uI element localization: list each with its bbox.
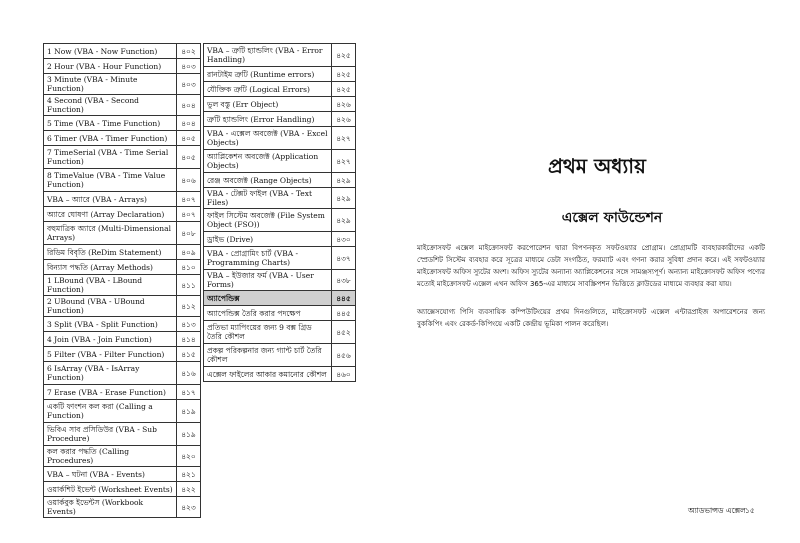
toc-row xyxy=(44,116,201,131)
toc-row xyxy=(44,192,201,207)
toc-entry-title: ড্রাইভ (Drive) xyxy=(204,232,332,247)
toc-row xyxy=(204,44,356,67)
toc-entry-title: একটি ফাংশন কল করা (Calling a Function) xyxy=(44,400,177,423)
toc-row xyxy=(44,95,201,116)
toc-row xyxy=(44,423,201,446)
toc-entry-title: ওয়ার্কবুক ইভেন্টস (Workbook Events) xyxy=(44,497,177,518)
toc-entry-title: 6 IsArray (VBA - IsArray Function) xyxy=(44,362,177,385)
toc-row xyxy=(204,209,356,232)
toc-entry-title: প্রকল্প পরিকল্পনার জন্য গ্যান্ট চার্ট তৈরি কৌশল xyxy=(204,344,332,367)
toc-entry-page: ৪২৫ xyxy=(332,44,356,67)
toc-row xyxy=(44,446,201,467)
toc-entry-title: অ্যারে ঘোষণা (Array Declaration) xyxy=(44,207,177,222)
toc-entry-title: VBA - প্রোগ্রামিং চার্ট (VBA - Programming Charts) xyxy=(204,247,332,270)
toc-entry-title: ভুল বস্তু (Err Object) xyxy=(204,97,332,112)
toc-entry-page: ৪১৪ xyxy=(177,332,201,347)
toc-row xyxy=(44,296,201,317)
toc-entry-page: ৪১৯ xyxy=(177,423,201,446)
toc-row xyxy=(44,222,201,245)
toc-entry-title: 6 Timer (VBA - Timer Function) xyxy=(44,131,177,146)
toc-entry-title: রিডিম বিবৃতি (ReDim Statement) xyxy=(44,245,177,260)
toc-row xyxy=(44,146,201,169)
toc-entry-title: যৌক্তিক ত্রুটি (Logical Errors) xyxy=(204,82,332,97)
toc-entry-page: ৪০৯ xyxy=(177,245,201,260)
toc-entry-page: ৪৪৫ xyxy=(332,291,356,306)
toc-row xyxy=(44,332,201,347)
toc-entry-page: ৪০৩ xyxy=(177,59,201,74)
toc-entry-page: ৪৫২ xyxy=(332,321,356,344)
toc-entry-page: ৪১৬ xyxy=(177,362,201,385)
toc-table-right xyxy=(203,43,356,382)
body-paragraph: মাইক্রোসফট এক্সেল মাইক্রোসফট করপোরেশন দ্বারা বিপণনকৃত সফটওয়্যার প্রোগ্রাম। প্রোগ্রামটি ব্যবহারকারীদের একটি স্প্রেডশিট সিস্টেম ব্যবহার করে সূত্রের মাধ্যমে ডেটা সংগঠিত, ফরম্যাট এবং গণনা করার সুবিধা প্রদান করে। এই সফটওয়্যার মাইক্রোসফট অফিস স্যুটের অংশ। অফিস স্যুটের অন্যান্য অ্যাপ্লিকেশনের সঙ্গে সামঞ্জস্যপূর্ণ। অন্যান্য মাইক্রোসফট অফিস পণ্যের মতোই মাইক্রোসফট এক্সেল এখন অফিস 365-এর মাধ্যমে সাবস্ক্রিপশন ভিত্তিতে ক্লাউডের মাধ্যমে ব্যবহার করা যায়। xyxy=(417,244,765,288)
toc-entry-page: ৪১২ xyxy=(177,296,201,317)
toc-entry-page: ৪১০ xyxy=(177,260,201,275)
toc-entry-title: 8 TimeValue (VBA - Time Value Function) xyxy=(44,169,177,192)
toc-row xyxy=(44,467,201,482)
toc-row xyxy=(44,362,201,385)
toc-entry-page: ৪২২ xyxy=(177,482,201,497)
toc-row xyxy=(204,150,356,173)
toc-entry-page: ৪০৪ xyxy=(177,95,201,116)
toc-entry-title: VBA – ঘটনা (VBA - Events) xyxy=(44,467,177,482)
toc-entry-title: 1 Now (VBA - Now Function) xyxy=(44,44,177,59)
toc-row xyxy=(204,367,356,382)
toc-entry-page: ৪৩৭ xyxy=(332,247,356,270)
toc-entry-title: অ্যাপেন্ডিক্স তৈরি করার পদক্ষেপ xyxy=(204,306,332,321)
toc-row xyxy=(44,245,201,260)
toc-entry-title: 3 Minute (VBA - Minute Function) xyxy=(44,74,177,95)
toc-entry-page: ৪২৬ xyxy=(332,97,356,112)
toc-row xyxy=(44,260,201,275)
toc-entry-page: ৪০৬ xyxy=(177,169,201,192)
toc-entry-title: বহুমাত্রিক অ্যারে (Multi-Dimensional Arrays) xyxy=(44,222,177,245)
toc-row xyxy=(204,306,356,321)
toc-entry-page: ৪০৩ xyxy=(177,74,201,95)
toc-entry-title: ওয়ার্কশিট ইভেন্ট (Worksheet Events) xyxy=(44,482,177,497)
toc-row xyxy=(204,188,356,209)
toc-entry-page: ৪২৫ xyxy=(332,67,356,82)
toc-row xyxy=(44,497,201,518)
toc-entry-title: কল করার পদ্ধতি (Calling Procedures) xyxy=(44,446,177,467)
toc-entry-title: 2 Hour (VBA - Hour Function) xyxy=(44,59,177,74)
toc-row xyxy=(204,67,356,82)
toc-table-left xyxy=(43,43,201,518)
toc-row xyxy=(44,74,201,95)
toc-entry-title: 1 LBound (VBA - LBound Function) xyxy=(44,275,177,296)
toc-entry-title: রানটাইম ত্রুটি (Runtime errors) xyxy=(204,67,332,82)
toc-row xyxy=(44,400,201,423)
toc-entry-title: VBA – ইউজার ফর্ম (VBA - User Forms) xyxy=(204,270,332,291)
toc-entry-page: ৪০৫ xyxy=(177,131,201,146)
toc-entry-page: ৪২৭ xyxy=(332,150,356,173)
toc-entry-title: ত্রুটি হ্যান্ডলিং (Error Handling) xyxy=(204,112,332,127)
toc-entry-title: 5 Filter (VBA - Filter Function) xyxy=(44,347,177,362)
toc-row xyxy=(44,275,201,296)
toc-entry-page: ৪২৬ xyxy=(332,112,356,127)
toc-row xyxy=(44,347,201,362)
toc-row xyxy=(44,482,201,497)
toc-entry-page: ৪৪৫ xyxy=(332,306,356,321)
toc-row xyxy=(204,173,356,188)
body-paragraph: অ্যাক্সেসযোগ্য পিসি ব্যবসায়িক কম্পিউটিংয়ের প্রথম দিনগুলিতে, মাইক্রোসফট এক্সেল এন্টারপ্রাইজ অপারেশনের জন্য বুককিপিং এবং রেকর্ড-কিপিংয়ে একটি কেন্দ্রীয় ভূমিকা পালন করেছিল। xyxy=(417,308,765,328)
toc-entry-page: ৪২৭ xyxy=(332,127,356,150)
toc-entry-page: ৪০৮ xyxy=(177,222,201,245)
toc-entry-title: 4 Join (VBA - Join Function) xyxy=(44,332,177,347)
toc-row xyxy=(204,112,356,127)
toc-entry-page: ৪০৪ xyxy=(177,116,201,131)
toc-entry-title: VBA - এক্সেল অবজেক্ট (VBA - Excel Objects) xyxy=(204,127,332,150)
toc-entry-page: ৪২৯ xyxy=(332,188,356,209)
toc-entry-page: ৪৩০ xyxy=(332,232,356,247)
toc-entry-page: ৪২৩ xyxy=(177,497,201,518)
toc-entry-page: ৪১৯ xyxy=(177,400,201,423)
toc-entry-title: VBA – অ্যারে (VBA - Arrays) xyxy=(44,192,177,207)
toc-entry-page: ৪৫৬ xyxy=(332,344,356,367)
toc-row xyxy=(204,247,356,270)
toc-row xyxy=(44,317,201,332)
toc-entry-title: 7 Erase (VBA - Erase Function) xyxy=(44,385,177,400)
toc-row xyxy=(204,97,356,112)
toc-entry-title: প্রতিভা ম্যাপিংয়ের জন্য 9 বক্স গ্রিড তৈরি কৌশল xyxy=(204,321,332,344)
footer-page-number: ১৫ xyxy=(745,506,755,515)
toc-row xyxy=(44,385,201,400)
toc-entry-page: ৪২৯ xyxy=(332,209,356,232)
toc-entry-title: ভিবিএ সাব প্রসিডিউর (VBA - Sub Procedure) xyxy=(44,423,177,446)
toc-row xyxy=(44,169,201,192)
toc-entry-page: ৪২৯ xyxy=(332,173,356,188)
toc-entry-title: রেঞ্জ অবজেক্ট (Range Objects) xyxy=(204,173,332,188)
toc-entry-title: VBA – ত্রুটি হ্যান্ডলিং (VBA - Error Handling) xyxy=(204,44,332,67)
toc-entry-title: অ্যাপেন্ডিক্স xyxy=(204,291,332,306)
section-title: এক্সেল ফাউন্ডেশন xyxy=(561,210,663,226)
toc-entry-title: ফাইল সিস্টেম অবজেক্ট (File System Object (FSO)) xyxy=(204,209,332,232)
toc-entry-page: ৪২০ xyxy=(177,446,201,467)
toc-entry-title: 4 Second (VBA - Second Function) xyxy=(44,95,177,116)
toc-row xyxy=(204,232,356,247)
toc-row xyxy=(44,59,201,74)
toc-entry-title: বিন্যাস পদ্ধতি (Array Methods) xyxy=(44,260,177,275)
toc-entry-page: ৪২১ xyxy=(177,467,201,482)
toc-row xyxy=(44,131,201,146)
toc-entry-title: এক্সেল ফাইলের আকার কমানোর কৌশল xyxy=(204,367,332,382)
toc-entry-page: ৪১৩ xyxy=(177,317,201,332)
toc-row xyxy=(204,82,356,97)
chapter-title: প্রথম অধ্যায় xyxy=(548,154,646,178)
toc-entry-page: ৪১১ xyxy=(177,275,201,296)
toc-row xyxy=(204,321,356,344)
toc-entry-title: VBA - টেক্সট ফাইল (VBA - Text Files) xyxy=(204,188,332,209)
toc-entry-page: ৪০৭ xyxy=(177,207,201,222)
toc-row xyxy=(44,44,201,59)
toc-entry-page: ৪৩৮ xyxy=(332,270,356,291)
toc-row xyxy=(44,207,201,222)
toc-entry-page: ৪২৫ xyxy=(332,82,356,97)
toc-entry-page: ৪৬০ xyxy=(332,367,356,382)
toc-entry-page: ৪১৫ xyxy=(177,347,201,362)
toc-entry-page: ৪১৭ xyxy=(177,385,201,400)
toc-entry-title: অ্যাপ্লিকেশন অবজেক্ট (Application Objects) xyxy=(204,150,332,173)
toc-entry-title: 2 UBound (VBA - UBound Function) xyxy=(44,296,177,317)
toc-entry-page: ৪০৭ xyxy=(177,192,201,207)
toc-row xyxy=(204,291,356,306)
toc-row xyxy=(204,270,356,291)
toc-entry-title: 3 Split (VBA - Split Function) xyxy=(44,317,177,332)
toc-row xyxy=(204,344,356,367)
toc-row xyxy=(204,127,356,150)
toc-entry-title: 7 TimeSerial (VBA - Time Serial Function) xyxy=(44,146,177,169)
toc-entry-page: ৪০৫ xyxy=(177,146,201,169)
footer-book-title: অ্যাডভান্সড এক্সেল xyxy=(688,506,746,515)
toc-entry-title: 5 Time (VBA - Time Function) xyxy=(44,116,177,131)
toc-entry-page: ৪০২ xyxy=(177,44,201,59)
